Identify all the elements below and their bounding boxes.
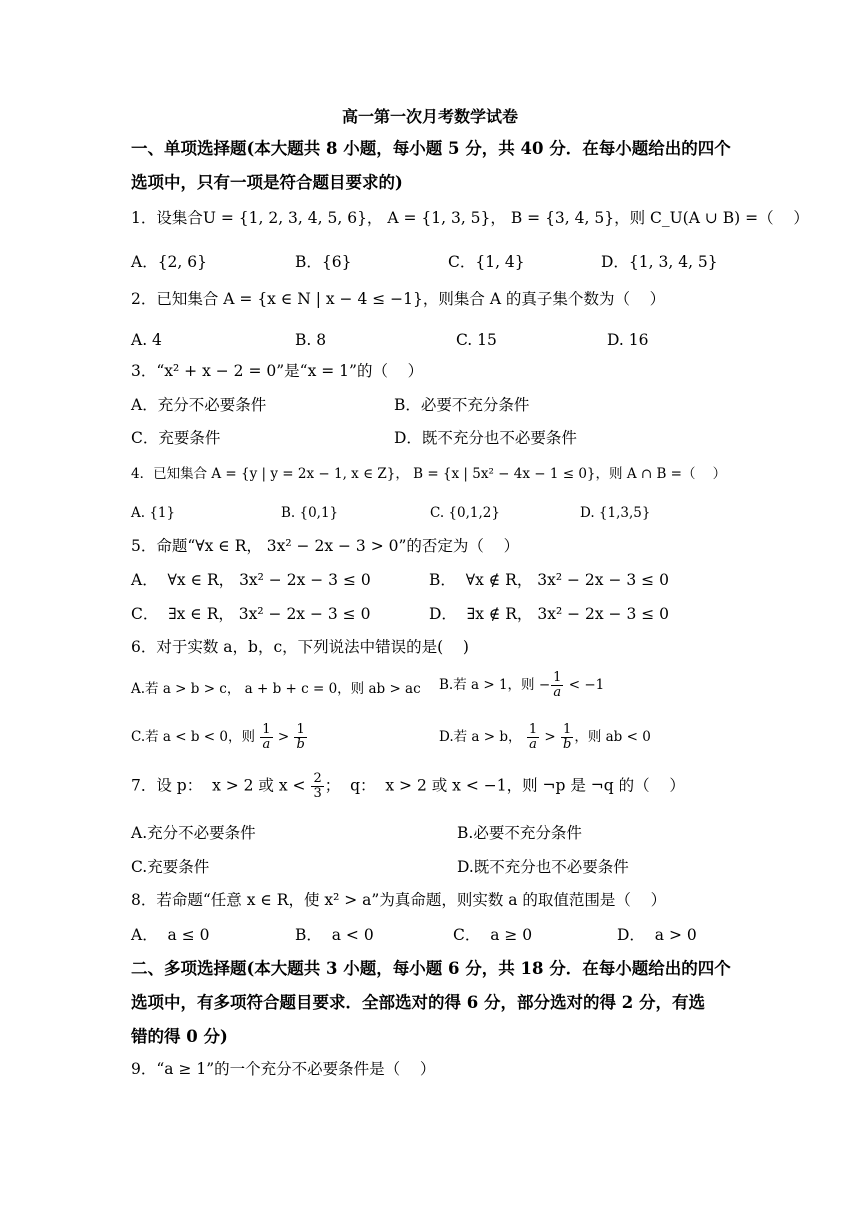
fraction-numerator: 2 [313,771,322,786]
q8-option-b: B． a < 0 [295,926,374,944]
q1-option-d: D．{1, 3, 4, 5} [601,253,718,271]
q6-option-d-pre: D.若 a > b， [439,729,526,745]
fraction-denominator: 3 [313,786,322,801]
q4-option-a: A. {1} [131,505,176,521]
section2-heading-line1: 二、多项选择题(本大题共 3 小题，每小题 6 分，共 18 分．在每小题给出的四个 [131,959,731,978]
fraction-denominator: a [553,685,562,700]
q5-option-a: A． ∀x ∈ R， 3x² − 2x − 3 ≤ 0 [131,571,371,589]
q4-option-c: C. {0,1,2} [430,505,500,521]
q6-option-b-pre: B.若 a > 1，则 − [439,677,551,693]
section1-heading-line2: 选项中，只有一项是符合题目要求的) [131,173,403,192]
q7-stem-pre: 7．设 p： x > 2 或 x < [131,776,311,795]
q7-option-b: B.必要不充分条件 [457,824,582,842]
q6-option-b-post: < −1 [564,677,605,693]
q8-stem: 8．若命题“任意 x ∈ R，使 x² > a”为真命题，则实数 a 的取值范围是（ ） [131,891,667,909]
q6-option-c-pre: C.若 a < b < 0，则 [131,729,260,745]
fraction-denominator: a [529,737,537,752]
q1-option-b: B．{6} [295,253,352,271]
fraction-numerator: 1 [528,722,538,737]
q2-option-b: B. 8 [295,331,327,349]
q6-option-a: A.若 a > b > c， a + b + c = 0，则 ab > ac [131,681,421,697]
fraction-numerator: 1 [262,722,271,737]
q5-option-b: B． ∀x ∉ R， 3x² − 2x − 3 ≤ 0 [429,571,669,589]
section2-heading-line3: 错的得 0 分) [131,1027,228,1046]
q5-option-c: C． ∃x ∈ R， 3x² − 2x − 3 ≤ 0 [131,605,371,623]
q6-option-c [131,723,308,752]
q7-option-c: C.充要条件 [131,858,210,876]
fraction-1-over-a [260,723,272,752]
fraction-denominator: a [262,737,271,752]
q6-stem: 6．对于实数 a，b，c，下列说法中错误的是( ) [131,638,469,656]
q7-option-d: D.既不充分也不必要条件 [457,858,629,876]
q6-option-d-post: ，则 ab < 0 [574,729,651,745]
section2-heading-line2: 选项中，有多项符合题目要求．全部选对的得 6 分，部分选对的得 2 分，有选 [131,993,705,1012]
q6-option-b [439,671,604,700]
q2-option-d: D. 16 [607,331,649,349]
q9-stem: 9．“a ≥ 1”的一个充分不必要条件是（ ） [131,1060,436,1078]
q2-option-c: C. 15 [456,331,497,349]
q1-option-a: A．{2, 6} [131,253,207,271]
section1-heading-line1: 一、单项选择题(本大题共 8 小题，每小题 5 分，共 40 分．在每小题给出的四个 [131,139,731,158]
fraction-numerator: 1 [561,723,573,738]
q7-stem [131,772,685,801]
q3-option-d: D．既不充分也不必要条件 [394,429,577,447]
q8-option-c: C． a ≥ 0 [453,926,533,944]
q6-option-d-mid: > [540,729,560,745]
q7-stem-post: ； q： x > 2 或 x < −1，则 ¬p 是 ¬q 的（ ） [324,776,685,795]
fraction-1-over-a [551,671,563,700]
q1-option-c: C．{1, 4} [448,253,525,271]
q3-option-a: A．充分不必要条件 [131,396,267,414]
fraction-1-over-b [561,723,573,752]
fraction-denominator: b [296,737,305,752]
q8-option-d: D． a > 0 [617,926,697,944]
q5-option-d: D． ∃x ∉ R， 3x² − 2x − 3 ≤ 0 [429,605,670,623]
q4-option-b: B. {0,1} [281,505,339,521]
q3-option-b: B．必要不充分条件 [394,396,530,414]
fraction-numerator: 1 [294,723,306,738]
fraction-1-over-b [294,723,306,752]
q4-stem: 4．已知集合 A = {y | y = 2x − 1, x ∈ Z}， B = {x | 5x² − 4x − 1 ≤ 0}，则 A ∩ B =（ ） [131,466,727,482]
page-title: 高一第一次月考数学试卷 [341,107,518,126]
q3-option-c: C．充要条件 [131,429,221,447]
fraction-1-over-a [527,723,539,752]
q1-stem: 1．设集合U = {1, 2, 3, 4, 5, 6}， A = {1, 3, 5}， B = {3, 4, 5}，则 C_U(A ∪ B) =（ ） [131,209,809,227]
fraction-2-over-3 [311,772,323,801]
q2-option-a: A. 4 [131,331,162,349]
q6-option-d [439,723,651,752]
q7-option-a: A.充分不必要条件 [131,824,256,842]
fraction-numerator: 1 [553,670,562,685]
q8-option-a: A． a ≤ 0 [131,926,210,944]
q5-stem: 5．命题“∀x ∈ R， 3x² − 2x − 3 > 0”的否定为（ ） [131,537,520,555]
q4-option-d: D. {1,3,5} [580,505,651,521]
fraction-denominator: b [563,737,572,752]
q2-stem: 2．已知集合 A = {x ∈ N | x − 4 ≤ −1}，则集合 A 的真子集个数为（ ） [131,290,666,308]
q6-option-c-mid: > [273,729,294,745]
q3-stem: 3．“x² + x − 2 = 0”是“x = 1”的（ ） [131,362,424,380]
